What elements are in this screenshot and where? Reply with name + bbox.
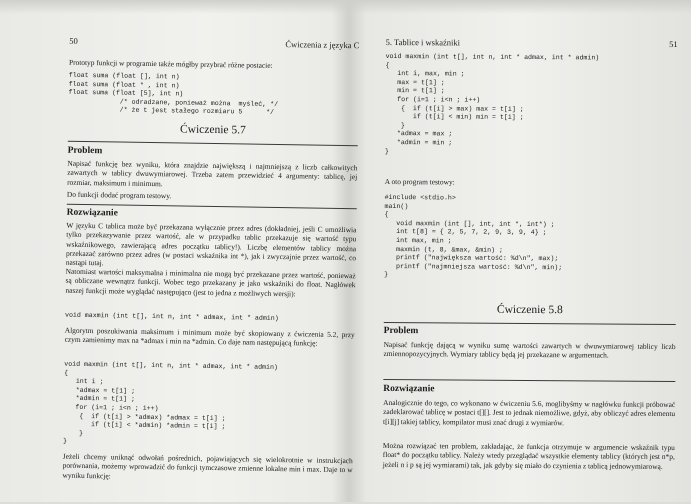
running-header: Ćwiczenia z języka C [285, 39, 360, 51]
test-program-code: #include <stdio.h> main() { void maxmin (int [], int, int *, int*) ; int t[8] = { 2, 5, 7, 2, 9, 3, 9, 4} ; int max, min ; maxmin (t, 8, &max, &min) ; printf ("największa wartość: %d\n", max); printf ("najmniejsza wartość: %d\n", min); } [384, 193, 563, 279]
solution-paragraph-2: Można rozwiązać ten problem, zakładając, że funkcja otrzymuje w argumencie wskaźnik typu float* do początku tablicy. Należy wtedy przeglądać wszystkie elementy tablicy (których jest n*p, jeżeli n i p są jej wymiarami) tak, jak gdyby się miało do czynienia z tablicą jednowymiarową. [382, 440, 675, 471]
problem-text: Napisać funkcję dającą w wyniku sumę wartości zawartych w dwuwymiarowej tablicy liczb zmiennopozycyjnych. Wymiary tablicy będą jej przekazane w argumentach. [383, 339, 676, 360]
page-number: 50 [69, 35, 78, 46]
problem-heading: Problem [383, 325, 419, 337]
exercise-title: Ćwiczenie 5.8 [496, 303, 563, 317]
solution-paragraph-3: Algorytm poszukiwania maksimum i minimum może być skopiowany z ćwiczenia 5.2, przy czym zamienimy max na *admax i min na *admin. Co daje nam następującą funkcję: [64, 325, 355, 348]
prototypes-code: float suma (float [], int n) float suma (float * , int n) float suma (float [5], int n) /* odradzane, ponieważ można myśleć, */ /* że t jest stałego rozmiaru 5 */ [68, 71, 279, 117]
right-page [382, 0, 677, 503]
solution-heading: Rozwiązanie [383, 383, 435, 395]
intro-text: Prototyp funkcji w programie także mógłby przybrać różne postacie: [68, 57, 273, 70]
section-divider [383, 379, 675, 382]
function-code: void maxmin (int t[], int n, int * admax, int * admin) { int i ; *admax = t[1] ; *admin = t[1] ; for (i=1 ; i<n ; i++) { if (t[i] > *admax) *admax = t[i] ; if (t[i] < *admin) *admin = t[i] ; } } [62, 360, 278, 446]
exercise-title: Ćwiczenie 5.7 [179, 123, 246, 137]
left-page [62, 0, 360, 504]
solution-heading: Rozwiązanie [66, 207, 118, 219]
closing-text: Jeżeli chcemy uniknąć odwołań pośrednich, pojawiających się wielokrotnie w instrukcjach porównania, możemy wprowadzić do funkcji tymczasowe zmienne lokalne min i max. Daje to w wyniku funkcję: [62, 451, 353, 481]
running-header: 5. Tablice i wskaźniki [385, 36, 461, 48]
page-number: 51 [669, 38, 678, 50]
problem-text: Napisać funkcję bez wyniku, która znajdzie największą i najmniejszą z liczb całkowitych zawartych w tablicy dwuwymiarowej. Trzeba zatem przewidzieć 4 argumenty: tablicę, jej rozmiar, maksimum i minimum. [67, 158, 358, 188]
left-page-header [69, 35, 360, 51]
function-code: void maxmin (int t[], int n, int * admax, int * admin) { int i, max, min ; max = t[1] ; min = t[1] ; for (i=1 ; i<n ; i++) { if (t[i] > max) max = t[i] ; if (t[i] < min) min = t[i] ; } *admax = max ; *admin = min ; } [384, 52, 600, 155]
solution-paragraph-1: Analogicznie do tego, co wykonano w ćwiczeniu 5.6, moglibyśmy w nagłówku funkcji próbować zadeklarować tablicę w postaci t[][]. Jest to jednak niemożliwe, gdyż, aby obliczyć adres elementu t[i][j] takiej tablicy, kompilator musi znać drugi z wymiarów. [383, 397, 676, 427]
problem-text-2: Do funkcji dodać program testowy. [66, 189, 172, 201]
solution-paragraph-2: Natomiast wartości maksymalna i minimalna nie mogą być przekazane przez wartość, ponieważ są obliczane wewnątrz funkcji. Wobec tego przekazany je jako wskaźniki do float. Nagłówek naszej funkcji może wyglądać następująco (jest to jedna z możliwych wersji): [65, 266, 356, 298]
solution-paragraph-1: W języku C tablica może być przekazana wyłącznie przez adres (dokładniej, jeśli C umożliwia tylko przekazywanie przez wartość, ale w przypadku tablic przekazuje się wartość typu wskaźnikowego, zawierającą adres początku tablicy!). Liczbę elementów tablicy można przekazać zarówno przez adres (w postaci wskaźnika int *), jak i zwyczajnie przez wartość, co nastąpi tutaj. [65, 220, 357, 268]
right-page-header [385, 36, 678, 50]
function-header-code: void maxmin (int t[], int n, int * admax, int * admin) [64, 311, 279, 323]
problem-heading: Problem [67, 145, 103, 157]
section-divider [384, 322, 676, 325]
test-intro: A oto program testowy: [384, 176, 455, 187]
